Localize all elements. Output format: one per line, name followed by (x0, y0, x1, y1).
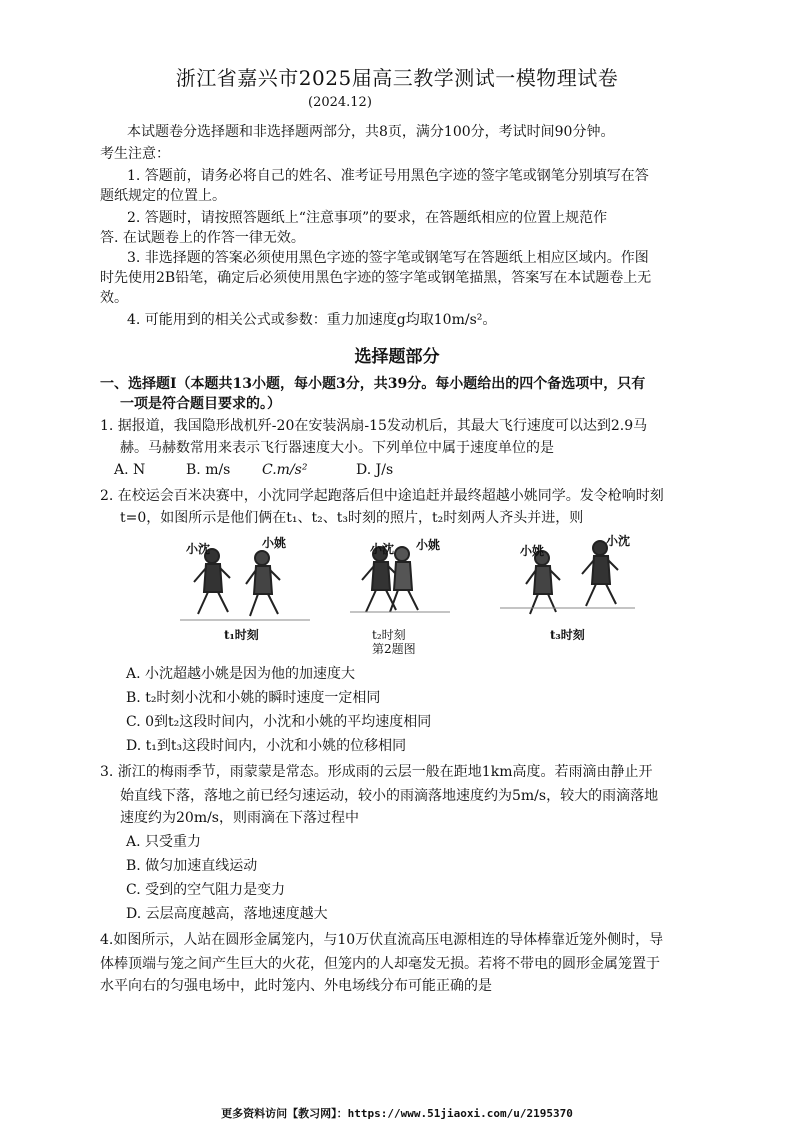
note-line: 答. 在试题卷上的作答一律无效。 (100, 230, 305, 246)
figure-time-label: t₂时刻 (372, 628, 406, 642)
question-3-text: 3. 浙江的梅雨季节，雨蒙蒙是常态。形成雨的云层一般在距地1km高度。若雨滴由静止开 (100, 764, 653, 780)
runner-photo-t1 (180, 549, 310, 620)
q1-option-a: A. N (114, 462, 146, 478)
q1-option-b: B. m/s (186, 462, 231, 478)
figure-caption: 第2题图 (372, 642, 416, 656)
figure-label: 小沈 (186, 542, 211, 556)
question-2-text: t=0，如图所示是他们俩在t₁、t₂、t₃时刻的照片，t₂时刻两人齐头并进，则 (120, 510, 584, 526)
question-2-text: 2. 在校运会百米决赛中，小沈同学起跑落后但中途追赶并最终超越小姚同学。发令枪响时刻 (100, 488, 664, 504)
q2-option-c: C. 0到t₂这段时间内，小沈和小姚的平均速度相同 (126, 714, 432, 730)
q2-option-a: A. 小沈超越小姚是因为他的加速度大 (126, 666, 356, 682)
figure-label: 小沈 (370, 542, 395, 556)
q3-option-d: D. 云层高度越高，落地速度越大 (126, 906, 328, 922)
q1-option-c: C.m/s² (262, 462, 308, 478)
runner-photo-t2 (350, 547, 450, 612)
question-4-text: 4.如图所示，人站在圆形金属笼内，与10万伏直流高压电源相连的导体棒靠近笼外侧时，导 (100, 932, 664, 948)
figure-label: 小姚 (262, 536, 287, 550)
q3-option-c: C. 受到的空气阻力是变力 (126, 882, 286, 898)
note-line: 1. 答题前，请务必将自己的姓名、准考证号用黑色字迹的签字笔或钢笔分别填写在答 (127, 168, 649, 184)
q3-option-a: A. 只受重力 (126, 834, 202, 850)
figure-label: 小姚 (520, 544, 545, 558)
note-line: 4. 可能用到的相关公式或参数：重力加速度g均取10m/s²。 (127, 312, 497, 328)
question-4-text: 水平向右的匀强电场中，此时笼内、外电场线分布可能正确的是 (100, 978, 492, 994)
q3-option-b: B. 做匀加速直线运动 (126, 858, 258, 874)
q1-option-d: D. J/s (356, 462, 394, 478)
note-line: 题纸规定的位置上。 (100, 188, 226, 204)
footer-link[interactable]: 更多资料访问【教习网】：https://www.51jiaoxi.com/u/2195370 (221, 1107, 573, 1120)
page-title: 浙江省嘉兴市2025届高三教学测试一模物理试卷 (175, 66, 619, 90)
question-3-text: 速度约为20m/s，则雨滴在下落过程中 (120, 810, 359, 826)
exam-date: (2024.12) (308, 95, 372, 110)
figure-time-label: t₁时刻 (224, 628, 259, 642)
note-line: 3. 非选择题的答案必须使用黑色字迹的签字笔或钢笔写在答题纸上相应区域内。作图 (127, 250, 649, 266)
question-1-text: 赫。马赫数常用来表示飞行器速度大小。下列单位中属于速度单位的是 (120, 440, 554, 456)
question-3-text: 始直线下落，落地之前已经匀速运动，较小的雨滴落地速度约为5m/s，较大的雨滴落地 (120, 788, 659, 804)
part-header: 一项是符合题目要求的。） (120, 396, 281, 412)
part-header: 一、选择题Ⅰ（本题共13小题，每小题3分，共39分。每小题给出的四个备选项中，只有 (100, 376, 646, 392)
section-title: 选择题部分 (354, 347, 440, 367)
q2-option-b: B. t₂时刻小沈和小姚的瞬时速度一定相同 (126, 690, 381, 706)
note-line: 2. 答题时，请按照答题纸上“注意事项”的要求，在答题纸相应的位置上规范作 (127, 210, 608, 226)
note-line: 效。 (100, 290, 128, 306)
q2-option-d: D. t₁到t₃这段时间内，小沈和小姚的位移相同 (126, 738, 407, 754)
note-line: 时先使用2B铅笔，确定后必须使用黑色字迹的签字笔或钢笔描黑，答案写在本试题卷上无 (100, 270, 652, 286)
question-4-text: 体棒顶端与笼之间产生巨大的火花，但笼内的人却毫发无损。若将不带电的圆形金属笼置于 (100, 956, 660, 972)
figure-time-label: t₃时刻 (550, 628, 585, 642)
notes-label: 考生注意： (100, 146, 170, 162)
intro-text: 本试题卷分选择题和非选择题两部分，共8页，满分100分，考试时间90分钟。 (127, 124, 615, 140)
figure-label: 小沈 (606, 534, 631, 548)
figure-label: 小姚 (416, 538, 441, 552)
question-1-text: 1. 据报道，我国隐形战机歼-20在安装涡扇-15发动机后，其最大飞行速度可以达到2.9马 (100, 418, 648, 434)
